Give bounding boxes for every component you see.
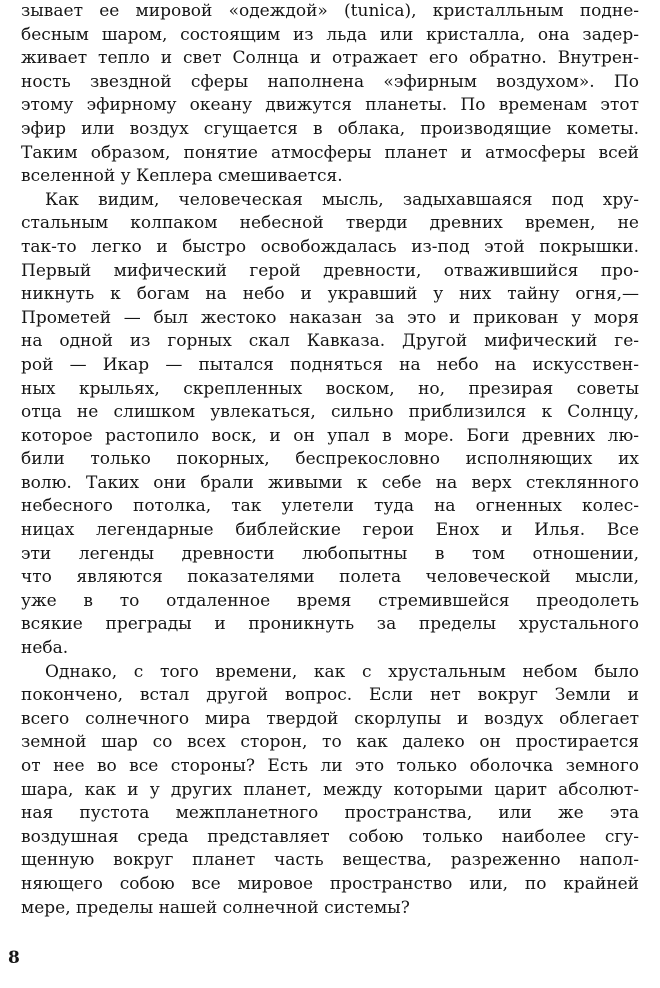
text-line: Однако, с того времени, как с хрустальным небом было (45, 661, 639, 682)
text-line: от нее во все стороны? Есть ли это только оболочка земного (21, 756, 639, 776)
text-line: бесным шаром, состоящим из льда или кристалла, она задер- (21, 24, 639, 45)
page-number: 8 (8, 948, 20, 968)
text-line: воздушная среда представляет собою только наиболее сгу- (21, 826, 639, 847)
text-line: которое растопило воск, и он упал в море. Боги древних лю- (21, 425, 639, 446)
text-line: этому эфирному океану движутся планеты. По временам этот (21, 95, 639, 116)
paragraph-3 (21, 661, 639, 921)
text-line: небесного потолка, так улетели туда на огненных колес- (21, 496, 639, 517)
text-line: ная пустота межпланетного пространства, или же эта (21, 803, 639, 824)
text-line: эфир или воздух сгущается в облака, производящие кометы. (21, 118, 639, 139)
text-line: неба. (21, 638, 69, 659)
text-line: стальным колпаком небесной тверди древних времен, не (21, 213, 639, 234)
text-line: зывает ее мировой «одеждой» (tunica), кристалльным подне- (21, 1, 639, 21)
text-line: всего солнечного мира твердой скорлупы и воздух облегает (21, 708, 639, 729)
text-line: что являются показателями полета человеческой мысли, (21, 567, 639, 588)
paragraph-2 (21, 189, 639, 661)
text-line: били только покорных, беспрекословно исполняющих их (21, 449, 639, 470)
text-line: на одной из горных скал Кавказа. Другой мифический ге- (21, 331, 639, 352)
text-line: ных крыльях, скрепленных воском, но, презирая советы (21, 378, 639, 399)
text-line: уже в то отдаленное время стремившейся преодолеть (21, 590, 639, 611)
text-line: Первый мифический герой древности, отважившийся про- (21, 260, 639, 281)
text-line: мере, пределы нашей солнечной системы? (21, 897, 410, 918)
text-line: эти легенды древности любопытны в том отношении, (21, 543, 639, 564)
text-line: няющего собою все мировое пространство или, по крайней (21, 873, 639, 894)
text-line: волю. Таких они брали живыми к себе на верх стеклянного (21, 472, 639, 493)
text-line: вселенной у Кеплера смешивается. (21, 166, 343, 187)
text-line: рой — Икар — пытался подняться на небо на искусствен- (21, 354, 639, 375)
text-line: ность звездной сферы наполнена «эфирным воздухом». По (21, 71, 639, 92)
paragraph-1 (21, 0, 639, 189)
text-line: живает тепло и свет Солнца и отражает его обратно. Внутрен- (21, 48, 639, 69)
text-line: отца не слишком увлекаться, сильно приблизился к Солнцу, (21, 402, 639, 423)
text-line: так-то легко и быстро освобождалась из-под этой покрышки. (21, 236, 639, 257)
text-line: земной шар со всех сторон, то как далеко он простирается (21, 732, 639, 753)
text-line: ницах легендарные библейские герои Енох и Илья. Все (21, 520, 639, 541)
text-line: Прометей — был жестоко наказан за это и прикован у моря (21, 307, 639, 328)
text-line: Таким образом, понятие атмосферы планет и атмосферы всей (21, 142, 639, 163)
text-line: шара, как и у других планет, между которыми царит абсолют- (21, 779, 639, 800)
text-line: Как видим, человеческая мысль, задыхавшаяся под хру- (45, 189, 639, 210)
text-line: покончено, встал другой вопрос. Если нет вокруг Земли и (21, 685, 639, 706)
text-line: щенную вокруг планет часть вещества, разреженно напол- (21, 850, 639, 871)
text-line: всякие преграды и проникнуть за пределы хрустального (21, 614, 639, 635)
text-line: никнуть к богам на небо и укравший у них тайну огня,— (21, 284, 639, 305)
